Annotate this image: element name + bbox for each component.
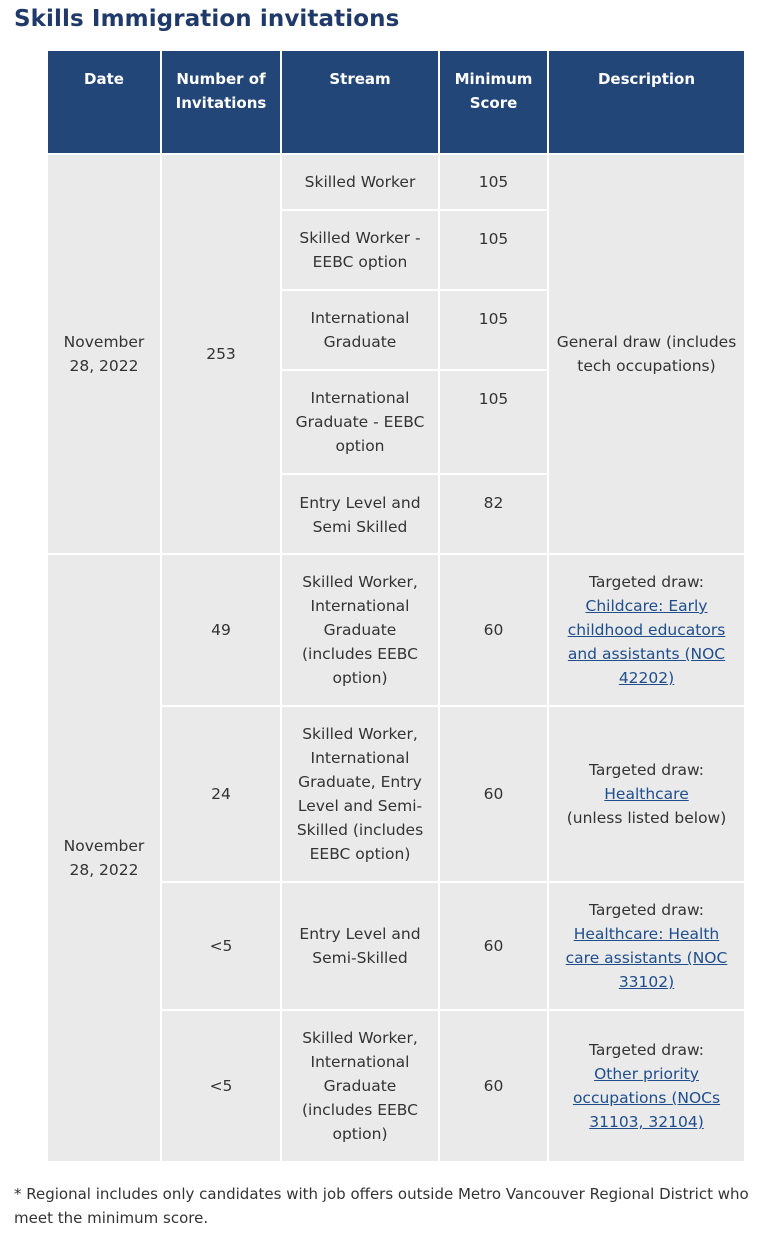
description-prefix: Targeted draw: — [588, 1041, 705, 1059]
number-cell: 253 — [161, 154, 281, 554]
score-cell: 60 — [439, 554, 548, 706]
description-prefix: Targeted draw: — [588, 573, 705, 591]
stream-cell: International Graduate - EEBC option — [281, 370, 439, 474]
table-row — [47, 554, 745, 706]
score-cell: 105 — [439, 370, 548, 474]
table-row — [47, 154, 745, 210]
stream-cell: Entry Level and Semi Skilled — [281, 474, 439, 554]
page-title: Skills Immigration invitations — [14, 6, 400, 32]
description-cell: General draw (includes tech occupations) — [548, 154, 745, 554]
description-prefix: Targeted draw: — [588, 901, 705, 919]
stream-cell: Skilled Worker - EEBC option — [281, 210, 439, 290]
header-description: Description — [548, 50, 745, 154]
score-cell: 60 — [439, 1010, 548, 1162]
score-cell: 105 — [439, 290, 548, 370]
description-cell — [548, 1010, 745, 1162]
stream-cell: Skilled Worker, International Graduate, Entry Level and Semi-Skilled (includes EEBC option) — [281, 706, 439, 882]
header-date: Date — [47, 50, 161, 154]
table-header-row — [47, 50, 745, 154]
header-minimum-score: Minimum Score — [439, 50, 548, 154]
stream-cell: Skilled Worker, International Graduate (includes EEBC option) — [281, 1010, 439, 1162]
number-cell: 24 — [161, 706, 281, 882]
stream-cell: Entry Level and Semi-Skilled — [281, 882, 439, 1010]
date-cell: November 28, 2022 — [47, 554, 161, 1162]
number-cell: <5 — [161, 1010, 281, 1162]
stream-cell: Skilled Worker, International Graduate (includes EEBC option) — [281, 554, 439, 706]
description-cell — [548, 706, 745, 882]
score-cell: 105 — [439, 210, 548, 290]
health-care-assistants-link[interactable]: Healthcare: Health care assistants (NOC 33102) — [565, 925, 728, 991]
other-priority-occupations-link[interactable]: Other priority occupations (NOCs 31103, 32104) — [572, 1065, 721, 1131]
description-cell — [548, 554, 745, 706]
description-suffix: (unless listed below) — [566, 809, 727, 827]
date-cell: November 28, 2022 — [47, 154, 161, 554]
childcare-link[interactable]: Childcare: Early childhood educators and assistants (NOC 42202) — [567, 597, 726, 687]
description-prefix: Targeted draw: — [588, 761, 705, 779]
score-cell: 60 — [439, 706, 548, 882]
number-cell: 49 — [161, 554, 281, 706]
header-stream: Stream — [281, 50, 439, 154]
stream-cell: International Graduate — [281, 290, 439, 370]
invitations-table — [46, 49, 746, 1163]
stream-cell: Skilled Worker — [281, 154, 439, 210]
score-cell: 60 — [439, 882, 548, 1010]
description-cell — [548, 882, 745, 1010]
footnote: * Regional includes only candidates with job offers outside Metro Vancouver Regional District who meet the minimum score. — [14, 1185, 749, 1227]
score-cell: 82 — [439, 474, 548, 554]
header-number-of-invitations: Number of Invitations — [161, 50, 281, 154]
healthcare-link[interactable]: Healthcare — [604, 785, 689, 803]
number-cell: <5 — [161, 882, 281, 1010]
score-cell: 105 — [439, 154, 548, 210]
